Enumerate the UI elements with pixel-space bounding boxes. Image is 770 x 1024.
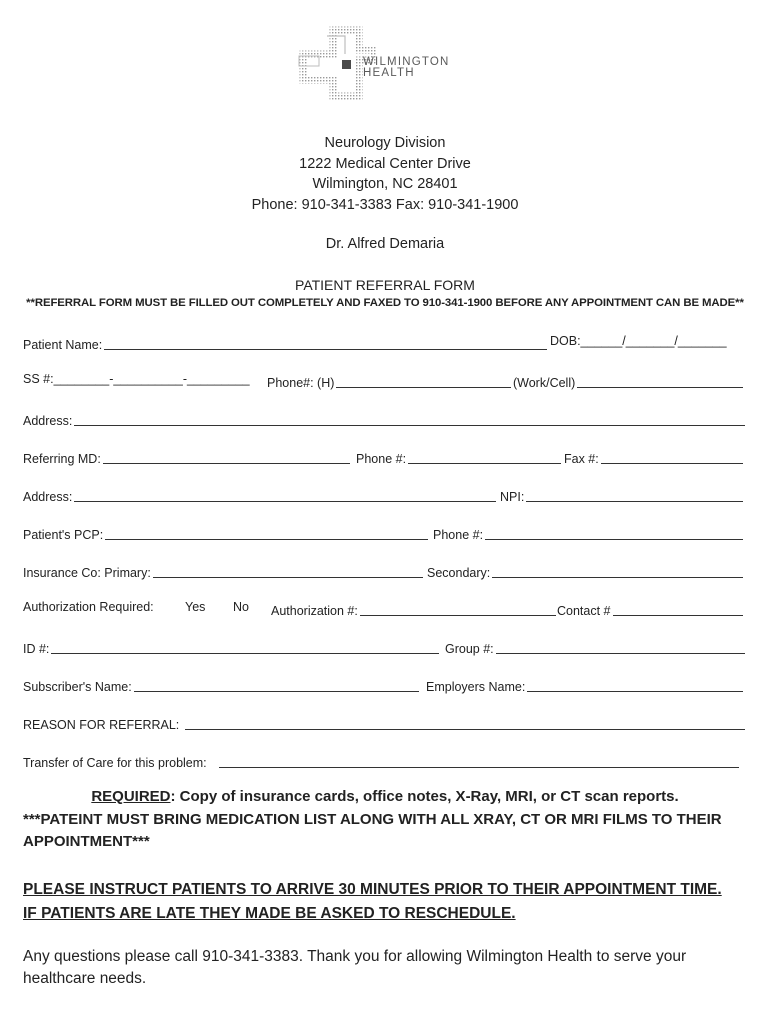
referring-phone-field[interactable]: Phone #: [356,448,561,466]
subscriber-name-field[interactable]: Subscriber's Name: [23,676,419,694]
form-title: PATIENT REFERRAL FORM [295,277,475,293]
row-reason [23,714,745,734]
dob-field[interactable]: DOB:______/_______/_______ [550,334,727,348]
employers-name-field[interactable]: Employers Name: [426,676,743,694]
pcp-phone-field[interactable]: Phone #: [433,524,743,542]
fax-notice: **REFERRAL FORM MUST BE FILLED OUT COMPLETELY AND FAXED TO 910-341-1900 BEFORE ANY APPOINTMENT CAN BE MADE** [26,297,744,309]
svg-text:WILMINGTON: WILMINGTON [363,56,450,68]
authorization-no-option[interactable]: No [233,600,249,614]
arrival-instructions [23,878,743,926]
arrival-instruction-line-1: PLEASE INSTRUCT PATIENTS TO ARRIVE 30 MINUTES PRIOR TO THEIR APPOINTMENT TIME. [23,881,722,898]
home-phone-field[interactable]: Phone#: (H) [267,372,511,390]
row-insurance [23,562,745,582]
authorization-yes-option[interactable]: Yes [185,600,206,614]
row-ss-phone [23,372,745,392]
clinic-address-block [0,133,770,215]
row-address [23,410,745,430]
division-name: Neurology Division [324,135,446,151]
row-pcp [23,524,745,544]
required-label: REQUIRED [91,788,171,805]
cross-logo-icon [293,26,483,108]
phone-fax: Phone: 910-341-3383 Fax: 910-341-1900 [251,196,519,213]
id-number-field[interactable]: ID #: [23,638,439,656]
row-id-group [23,638,745,658]
contact-number-field[interactable]: Contact # [557,600,743,618]
reason-for-referral-field[interactable]: REASON FOR REFERRAL: [23,714,745,732]
pcp-field[interactable]: Patient's PCP: [23,524,428,542]
row-referring-md [23,448,745,468]
referring-md-field[interactable]: Referring MD: [23,448,350,466]
ss-field[interactable]: SS #:________-__________-_________ [23,372,250,386]
group-number-field[interactable]: Group #: [445,638,745,656]
row-subscriber [23,676,745,696]
required-text: : Copy of insurance cards, office notes, X-Ray, MRI, or CT scan reports. [170,788,679,805]
authorization-number-field[interactable]: Authorization #: [271,600,556,618]
arrival-instruction-line-2: IF PATIENTS ARE LATE THEY MADE BE ASKED TO RESCHEDULE. [23,905,516,922]
city-state-zip: Wilmington, NC 28401 [312,176,458,192]
doctor-name: Dr. Alfred Demaria [325,236,445,252]
referring-address-field[interactable]: Address: [23,486,496,504]
npi-field[interactable]: NPI: [500,486,743,504]
row-authorization [23,600,745,620]
row-referring-address [23,486,745,506]
insurance-secondary-field[interactable]: Secondary: [427,562,743,580]
insurance-primary-field[interactable]: Insurance Co: Primary: [23,562,423,580]
row-transfer [23,752,745,772]
street-address: 1222 Medical Center Drive [299,155,471,172]
questions-contact-note: Any questions please call 910-341-3383. Thank you for allowing Wilmington Health to serve your healthcare needs. [23,948,687,987]
row-patient-name [23,334,745,354]
svg-text:HEALTH: HEALTH [363,67,415,79]
patient-address-field[interactable]: Address: [23,410,745,428]
authorization-required-label: Authorization Required: [23,600,154,614]
transfer-of-care-field[interactable]: Transfer of Care for this problem: [23,752,739,770]
work-cell-field[interactable]: (Work/Cell) [513,372,743,390]
medication-list-notice: ***PATEINT MUST BRING MEDICATION LIST ALONG WITH ALL XRAY, CT OR MRI FILMS TO THEIR APPOINTMENT*** [23,811,722,850]
patient-name-field[interactable]: Patient Name: [23,334,547,352]
wilmington-health-logo [293,26,483,108]
referring-fax-field[interactable]: Fax #: [564,448,743,466]
required-documents-note [0,788,770,805]
